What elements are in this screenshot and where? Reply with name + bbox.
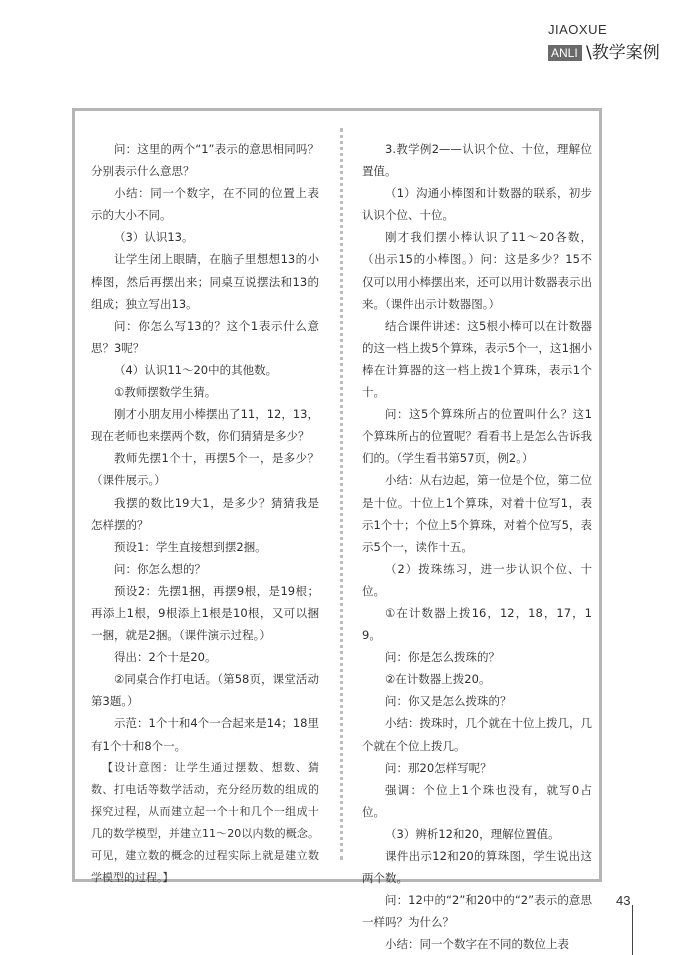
paragraph: ①教师摆数学生猜。 — [114, 385, 217, 400]
paragraph: 得出：2个十是20。 — [114, 650, 217, 665]
header-latin-label: JIAOXUE — [548, 22, 608, 37]
right-column — [362, 138, 592, 955]
paragraph: （3）认识13。 — [114, 230, 194, 245]
paragraph: 问：你是怎么拨珠的？ — [385, 650, 500, 665]
paragraph: （2）拨珠练习，进一步认识个位、十位。 — [362, 561, 592, 598]
paragraph: ②同桌合作打电话。（第58页，课堂活动第3题。） — [91, 672, 319, 709]
paragraph: 刚才我们摆小棒认识了11～20各数，（出示15的小棒图。）问：这是多少？15不仅可以用小棒摆出来，还可以用计数器表示出来。（课件出示计数器图。） — [362, 230, 592, 311]
paragraph: 问：你怎么想的？ — [114, 561, 206, 576]
column-divider — [340, 128, 343, 860]
paragraph: 预设1：学生直接想到摆2捆。 — [114, 539, 267, 554]
paragraph: 小结：拨珠时，几个就在十位上拨几，几个就在个位上拨几。 — [362, 716, 592, 753]
paragraph: 小结：同一个数字，在不同的位置上表示的大小不同。 — [91, 186, 319, 223]
paragraph: 小结：从右边起，第一位是个位，第二位是十位。十位上1个算珠，对着十位写1，表示1个十；个位上5个算珠，对着个位写5，表示5个一，读作十五。 — [362, 473, 592, 554]
paragraph: 强调：个位上1个珠也没有，就写0占位。 — [362, 782, 592, 819]
paragraph: 让学生闭上眼睛，在脑子里想想13的小棒图，然后再摆出来；同桌互说摆法和13的组成；独立写出13。 — [91, 252, 319, 311]
paragraph: 问：那20怎样写呢？ — [385, 760, 492, 775]
paragraph: （3）辨析12和20，理解位置值。 — [385, 826, 560, 841]
paragraph: 问：12中的“2”和20中的“2”表示的意思一样吗？为什么？ — [362, 893, 592, 930]
paragraph: （1）沟通小棒图和计数器的联系，初步认识个位、十位。 — [362, 186, 592, 223]
page-number: 43 — [616, 893, 631, 908]
paragraph: 问：这5个算珠所占的位置叫什么？这1个算珠所占的位置呢？看看书上是怎么告诉我们的。（学生看书第57页，例2。） — [362, 407, 592, 466]
paragraph: 预设2：先摆1捆，再摆9根，是19根；再添上1根，9根添上1根是10根，又可以捆一捆，就是2捆。（课件演示过程。） — [91, 583, 319, 643]
paragraph: （4）认识11～20中的其他数。 — [114, 362, 278, 377]
paragraph: ②在计数器上拨20。 — [385, 672, 491, 687]
paragraph: 我摆的数比19大1，是多少？猜猜我是怎样摆的？ — [91, 495, 319, 532]
paragraph: ①在计数器上拨16，12，18，17，19。 — [362, 605, 592, 643]
paragraph: 问：你又是怎么拨珠的？ — [385, 694, 512, 709]
left-column — [91, 138, 319, 889]
page-rule — [632, 905, 633, 955]
header-title: \教学案例 — [586, 43, 660, 63]
paragraph: 3.教学例2——认识个位、十位，理解位置值。 — [362, 142, 592, 179]
paragraph: 刚才小朋友用小棒摆出了11，12，13，现在老师也来摆两个数，你们猜猜是多少？ — [91, 407, 319, 444]
paragraph: 教师先摆1个十，再摆5个一，是多少？（课件展示。） — [91, 451, 319, 488]
header-tag: ANLI — [548, 45, 582, 61]
paragraph: 问：这里的两个“1”表示的意思相同吗？分别表示什么意思？ — [91, 142, 319, 179]
paragraph: 问：你怎么写13的？这个1表示什么意思？3呢？ — [91, 318, 319, 355]
paragraph: 结合课件讲述：这5根小棒可以在计数器的这一档上拨5个算珠，表示5个一，这1捆小棒在计算器的这一档上拨1个算珠，表示1个十。 — [362, 318, 592, 400]
paragraph: 示范：1个十和4个一合起来是14；18里有1个十和8个一。 — [91, 716, 319, 753]
paragraph: 小结：同一个数字在不同的数位上表 — [385, 937, 569, 952]
paragraph: 课件出示12和20的算珠图，学生说出这两个数。 — [362, 849, 592, 886]
design-note: 【设计意图：让学生通过摆数、想数、猜数、打电话等数学活动，充分经历数的组成的探究过程，从而建立起一个十和几个一组成十几的数学模型，并建立11～20以内数的概念。可见，建立数的概念的过程实际上就是建立数学模型的过程。】 — [91, 760, 319, 884]
